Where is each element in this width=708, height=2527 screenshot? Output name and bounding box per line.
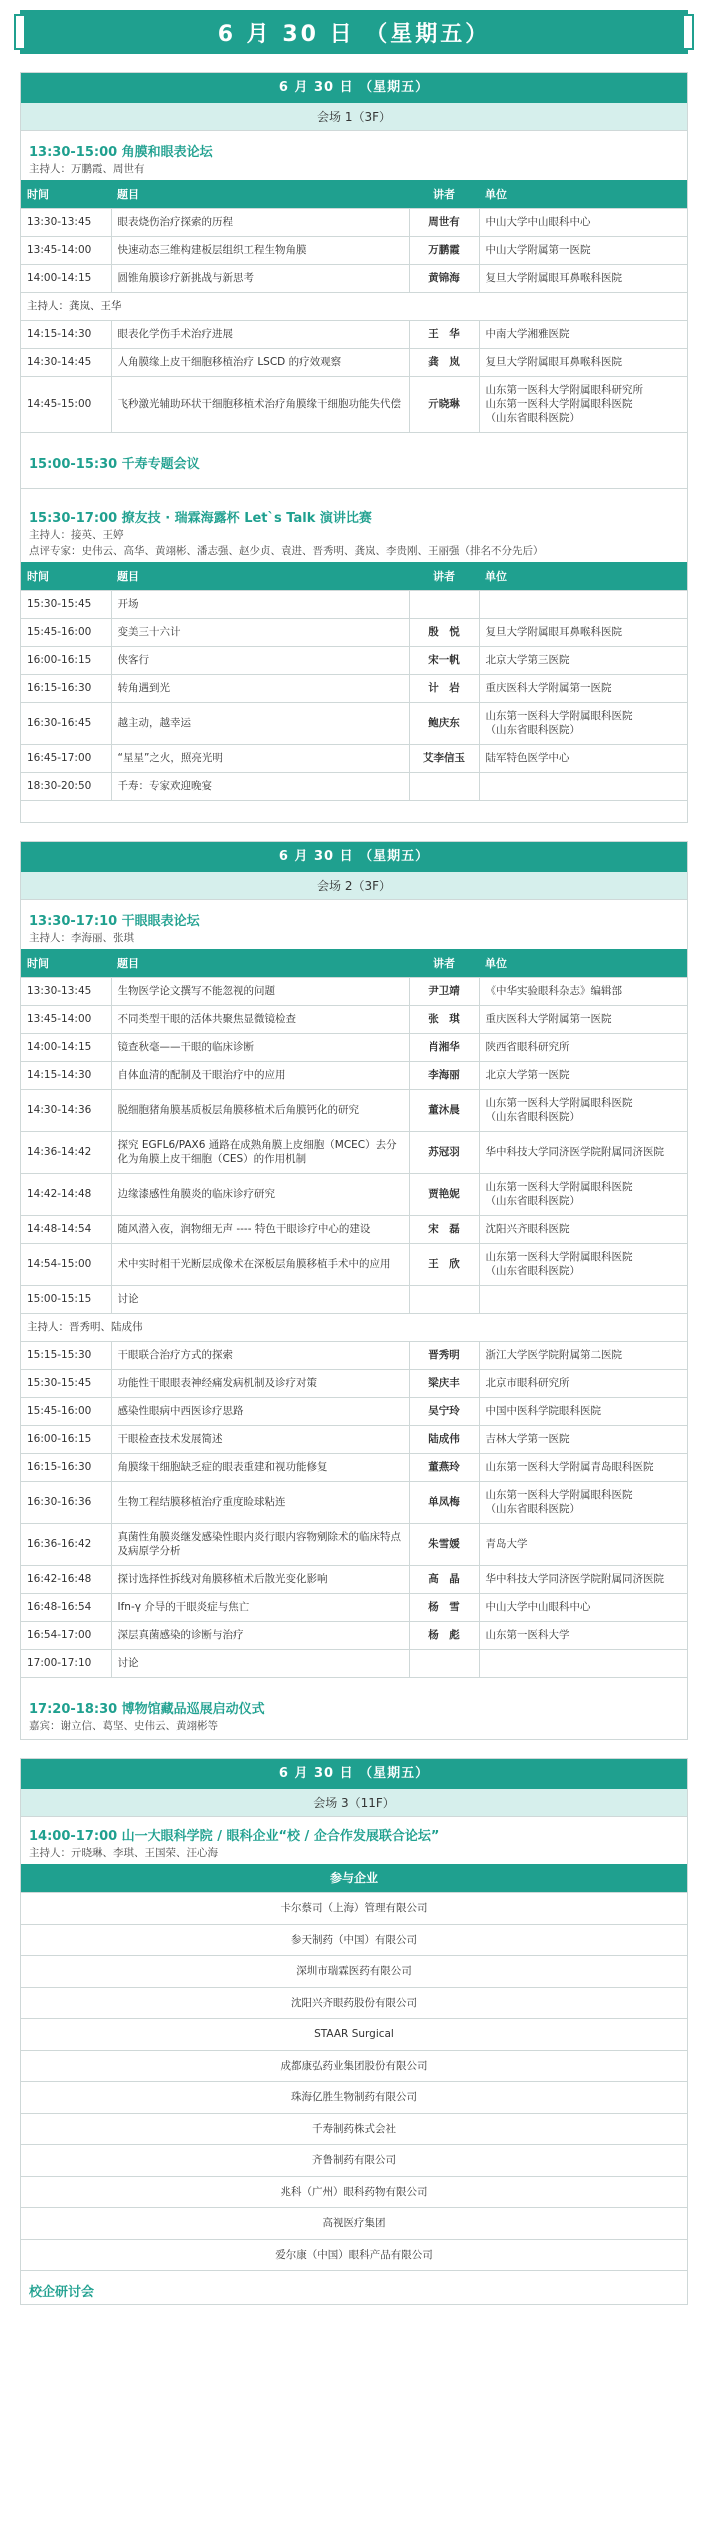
speaker-cell <box>409 1649 479 1677</box>
host-cell: 主持人：晋秀明、陆成伟 <box>21 1313 687 1341</box>
topic-cell: 真菌性角膜炎继发感染性眼内炎行眼内容物剜除术的临床特点及病原学分析 <box>111 1523 409 1565</box>
speaker-cell: 董沐晨 <box>409 1089 479 1131</box>
company-item: 千寿制药株式会社 <box>21 2113 687 2145</box>
col-topic: 题目 <box>111 562 409 590</box>
time-cell: 13:30-13:45 <box>21 208 111 236</box>
speaker-cell: 贾艳妮 <box>409 1173 479 1215</box>
topic-cell: 眼表烧伤治疗探索的历程 <box>111 208 409 236</box>
company-item: 高视医疗集团 <box>21 2207 687 2239</box>
table-row <box>21 1481 687 1523</box>
companies-header: 参与企业 <box>21 1864 687 1892</box>
col-speaker: 讲者 <box>409 562 479 590</box>
topic-cell: 越主动，越幸运 <box>111 702 409 744</box>
company-item: STAAR Surgical <box>21 2018 687 2050</box>
time-cell: 15:45-16:00 <box>21 1397 111 1425</box>
topic-cell: 生物医学论文撰写不能忽视的问题 <box>111 977 409 1005</box>
forum-block <box>21 432 687 488</box>
time-cell: 15:00-15:15 <box>21 1285 111 1313</box>
table-row <box>21 772 687 800</box>
unit-cell <box>479 772 687 800</box>
speaker-cell: 陆成伟 <box>409 1425 479 1453</box>
time-cell: 16:54-17:00 <box>21 1621 111 1649</box>
speaker-cell: 吴宁玲 <box>409 1397 479 1425</box>
unit-cell: 复旦大学附属眼耳鼻喉科医院 <box>479 348 687 376</box>
topic-cell: 边缘漆感性角膜炎的临床诊疗研究 <box>111 1173 409 1215</box>
topic-cell: 变美三十六计 <box>111 618 409 646</box>
schedule-table <box>21 180 687 432</box>
topic-cell: 人角膜缘上皮干细胞移植治疗 LSCD 的疗效观察 <box>111 348 409 376</box>
time-cell: 15:30-15:45 <box>21 590 111 618</box>
forum-reviewers: 点评专家：史伟云、高华、黄翊彬、潘志强、赵少贞、袁进、晋秀明、龚岚、李贵刚、王丽强（排名不分先后） <box>29 545 544 557</box>
table-row <box>21 590 687 618</box>
speaker-cell: 王 欣 <box>409 1243 479 1285</box>
time-cell: 13:45-14:00 <box>21 1005 111 1033</box>
topic-cell: 探讨选择性拆线对角膜移植术后散光变化影响 <box>111 1565 409 1593</box>
speaker-cell: 万鹏霞 <box>409 236 479 264</box>
schedule-table <box>21 562 687 800</box>
speaker-cell: 李海丽 <box>409 1061 479 1089</box>
forum-title: 15:00-15:30 千寿专题会议 <box>29 457 200 472</box>
time-cell: 16:48-16:54 <box>21 1593 111 1621</box>
col-speaker: 讲者 <box>409 180 479 208</box>
unit-cell: 山东第一医科大学附属眼科医院 （山东省眼科医院） <box>479 1481 687 1523</box>
col-unit: 单位 <box>479 180 687 208</box>
table-row <box>21 618 687 646</box>
time-cell: 15:45-16:00 <box>21 618 111 646</box>
speaker-cell: 董燕玲 <box>409 1453 479 1481</box>
table-row <box>21 674 687 702</box>
topic-cell: 生物工程结膜移植治疗重度睑球粘连 <box>111 1481 409 1523</box>
speaker-cell: 梁庆丰 <box>409 1369 479 1397</box>
table-row <box>21 977 687 1005</box>
unit-cell: 《中华实验眼科杂志》编辑部 <box>479 977 687 1005</box>
speaker-cell: 单凤梅 <box>409 1481 479 1523</box>
table-row <box>21 1089 687 1131</box>
unit-cell: 山东第一医科大学 <box>479 1621 687 1649</box>
company-item: 沈阳兴齐眼药股份有限公司 <box>21 1987 687 2019</box>
table-row <box>21 348 687 376</box>
unit-cell: 华中科技大学同济医学院附属同济医院 <box>479 1565 687 1593</box>
topic-cell: 感染性眼病中西医诊疗思路 <box>111 1397 409 1425</box>
forum-hosts: 主持人：万鹏霞、周世有 <box>29 163 145 175</box>
unit-cell: 陕西省眼科研究所 <box>479 1033 687 1061</box>
unit-cell: 山东第一医科大学附属眼科医院 （山东省眼科医院） <box>479 1173 687 1215</box>
venue-2-section <box>20 841 688 1740</box>
topic-cell: 脱细胞猪角膜基质板层角膜移植术后角膜钙化的研究 <box>111 1089 409 1131</box>
schedule-table <box>21 949 687 1677</box>
unit-cell: 北京大学第三医院 <box>479 646 687 674</box>
topic-cell: 飞秒激光辅助环状干细胞移植术治疗角膜缘干细胞功能失代偿 <box>111 376 409 432</box>
forum-guests: 嘉宾：谢立信、葛坚、史伟云、黄翊彬等 <box>29 1720 218 1732</box>
topic-cell: 自体血清的配制及干眼治疗中的应用 <box>111 1061 409 1089</box>
time-cell: 16:45-17:00 <box>21 744 111 772</box>
table-row <box>21 1061 687 1089</box>
time-cell: 16:15-16:30 <box>21 674 111 702</box>
topic-cell: 干眼联合治疗方式的探索 <box>111 1341 409 1369</box>
topic-cell: 深层真菌感染的诊断与治疗 <box>111 1621 409 1649</box>
unit-cell: 中山大学附属第一医院 <box>479 236 687 264</box>
company-item: 卡尔蔡司（上海）管理有限公司 <box>21 1892 687 1924</box>
table-header-row <box>21 562 687 590</box>
venue-1-section <box>20 72 688 823</box>
table-row <box>21 320 687 348</box>
table-row <box>21 1005 687 1033</box>
topic-cell: 快速动态三维构建板层组织工程生物角膜 <box>111 236 409 264</box>
table-row <box>21 376 687 432</box>
topic-cell: 开场 <box>111 590 409 618</box>
speaker-cell: 宋 磊 <box>409 1215 479 1243</box>
table-row <box>21 744 687 772</box>
unit-cell: 华中科技大学同济医学院附属同济医院 <box>479 1131 687 1173</box>
time-cell: 17:00-17:10 <box>21 1649 111 1677</box>
time-cell: 16:00-16:15 <box>21 1425 111 1453</box>
forum-block <box>21 488 687 562</box>
speaker-cell: 艾李信玉 <box>409 744 479 772</box>
forum-hosts: 主持人：接英、王婷 <box>29 529 124 541</box>
col-unit: 单位 <box>479 562 687 590</box>
topic-cell: “星星”之火，照亮光明 <box>111 744 409 772</box>
unit-cell: 中国中医科学院眼科医院 <box>479 1397 687 1425</box>
time-cell: 14:15-14:30 <box>21 320 111 348</box>
speaker-cell: 杨 雪 <box>409 1593 479 1621</box>
table-row <box>21 1369 687 1397</box>
col-time: 时间 <box>21 180 111 208</box>
table-row <box>21 1215 687 1243</box>
table-row <box>21 1285 687 1313</box>
time-cell: 14:54-15:00 <box>21 1243 111 1285</box>
section-venue: 会场 3（11F） <box>21 1789 687 1817</box>
unit-cell: 山东第一医科大学附属眼科医院 （山东省眼科医院） <box>479 1243 687 1285</box>
table-row <box>21 1173 687 1215</box>
forum-title: 14:00-17:00 山一大眼科学院 / 眼科企业“校 / 企合作发展联合论坛” <box>29 1829 440 1844</box>
unit-cell: 复旦大学附属眼耳鼻喉科医院 <box>479 618 687 646</box>
unit-cell <box>479 1285 687 1313</box>
table-row <box>21 1033 687 1061</box>
company-item: 齐鲁制药有限公司 <box>21 2144 687 2176</box>
time-cell: 14:15-14:30 <box>21 1061 111 1089</box>
col-speaker: 讲者 <box>409 949 479 977</box>
section-date: 6 月 30 日 （星期五） <box>21 1759 687 1789</box>
topic-cell: 随风潜入夜，润物细无声 ---- 特色干眼诊疗中心的建设 <box>111 1215 409 1243</box>
topic-cell: Ifn-γ 介导的干眼炎症与焦亡 <box>111 1593 409 1621</box>
speaker-cell: 杨 彪 <box>409 1621 479 1649</box>
topic-cell: 讨论 <box>111 1285 409 1313</box>
speaker-cell: 鲍庆东 <box>409 702 479 744</box>
time-cell: 13:45-14:00 <box>21 236 111 264</box>
col-unit: 单位 <box>479 949 687 977</box>
company-item: 爱尔康（中国）眼科产品有限公司 <box>21 2239 687 2271</box>
venue-3-section <box>20 1758 688 2305</box>
speaker-cell: 肖湘华 <box>409 1033 479 1061</box>
edu-header: 校企研讨会 <box>21 2270 687 2304</box>
banner-right-ear <box>684 14 694 50</box>
unit-cell: 吉林大学第一医院 <box>479 1425 687 1453</box>
time-cell: 14:45-15:00 <box>21 376 111 432</box>
section-venue: 会场 1（3F） <box>21 103 687 131</box>
company-item: 参天制药（中国）有限公司 <box>21 1924 687 1956</box>
banner-left-ear <box>14 14 24 50</box>
time-cell: 16:15-16:30 <box>21 1453 111 1481</box>
col-topic: 题目 <box>111 949 409 977</box>
section-spacer <box>21 800 687 822</box>
host-row <box>21 292 687 320</box>
host-row <box>21 1313 687 1341</box>
section-date: 6 月 30 日 （星期五） <box>21 73 687 103</box>
topic-cell: 镜查秋毫——干眼的临床诊断 <box>111 1033 409 1061</box>
time-cell: 14:42-14:48 <box>21 1173 111 1215</box>
time-cell: 16:36-16:42 <box>21 1523 111 1565</box>
company-item: 珠海亿胜生物制药有限公司 <box>21 2081 687 2113</box>
forum-block <box>21 1677 687 1739</box>
table-row <box>21 236 687 264</box>
forum-title: 17:20-18:30 博物馆藏品巡展启动仪式 <box>29 1702 265 1717</box>
unit-cell: 山东第一医科大学附属眼科医院 （山东省眼科医院） <box>479 702 687 744</box>
time-cell: 16:00-16:15 <box>21 646 111 674</box>
companies-list <box>21 1892 687 2270</box>
company-item: 深圳市瑞霖医药有限公司 <box>21 1955 687 1987</box>
unit-cell: 浙江大学医学院附属第二医院 <box>479 1341 687 1369</box>
section-date: 6 月 30 日 （星期五） <box>21 842 687 872</box>
table-row <box>21 1131 687 1173</box>
table-row <box>21 1397 687 1425</box>
table-row <box>21 1649 687 1677</box>
time-cell: 14:30-14:36 <box>21 1089 111 1131</box>
forum-hosts: 主持人：亓晓琳、李琪、王国荣、汪心海 <box>29 1847 218 1859</box>
section-venue: 会场 2（3F） <box>21 872 687 900</box>
speaker-cell: 宋一帆 <box>409 646 479 674</box>
table-header-row <box>21 949 687 977</box>
unit-cell: 中南大学湘雅医院 <box>479 320 687 348</box>
speaker-cell: 王 华 <box>409 320 479 348</box>
speaker-cell <box>409 1285 479 1313</box>
unit-cell: 中山大学中山眼科中心 <box>479 1593 687 1621</box>
topic-cell: 探究 EGFL6/PAX6 通路在成熟角膜上皮细胞（MCEC）去分化为角膜上皮干细胞（CES）的作用机制 <box>111 1131 409 1173</box>
topic-cell: 功能性干眼眼表神经痛发病机制及诊疗对策 <box>111 1369 409 1397</box>
company-item: 成都康弘药业集团股份有限公司 <box>21 2050 687 2082</box>
unit-cell <box>479 590 687 618</box>
unit-cell: 中山大学中山眼科中心 <box>479 208 687 236</box>
table-row <box>21 208 687 236</box>
speaker-cell: 殷 悦 <box>409 618 479 646</box>
table-row <box>21 1453 687 1481</box>
unit-cell: 北京市眼科研究所 <box>479 1369 687 1397</box>
unit-cell: 山东第一医科大学附属青岛眼科医院 <box>479 1453 687 1481</box>
unit-cell: 重庆医科大学附属第一医院 <box>479 1005 687 1033</box>
speaker-cell: 龚 岚 <box>409 348 479 376</box>
table-row <box>21 1425 687 1453</box>
time-cell: 16:30-16:45 <box>21 702 111 744</box>
date-banner <box>20 10 688 54</box>
table-header-row <box>21 180 687 208</box>
unit-cell: 复旦大学附属眼耳鼻喉科医院 <box>479 264 687 292</box>
speaker-cell: 高 晶 <box>409 1565 479 1593</box>
table-row <box>21 1621 687 1649</box>
forum-title: 15:30-17:00 撩友技 · 瑞霖海露杯 Let`s Talk 演讲比赛 <box>29 511 372 526</box>
table-row <box>21 1565 687 1593</box>
topic-cell: 不同类型干眼的活体共聚焦显微镜检查 <box>111 1005 409 1033</box>
col-time: 时间 <box>21 949 111 977</box>
speaker-cell: 苏冠羽 <box>409 1131 479 1173</box>
time-cell: 13:30-13:45 <box>21 977 111 1005</box>
topic-cell: 讨论 <box>111 1649 409 1677</box>
time-cell: 14:36-14:42 <box>21 1131 111 1173</box>
forum-title: 13:30-17:10 干眼眼表论坛 <box>29 914 200 929</box>
unit-cell: 山东第一医科大学附属眼科医院 （山东省眼科医院） <box>479 1089 687 1131</box>
speaker-cell: 计 岩 <box>409 674 479 702</box>
topic-cell: 转角遇到光 <box>111 674 409 702</box>
topic-cell: 术中实时相干光断层成像术在深板层角膜移植手术中的应用 <box>111 1243 409 1285</box>
forum-title: 13:30-15:00 角膜和眼表论坛 <box>29 145 213 160</box>
time-cell: 14:00-14:15 <box>21 264 111 292</box>
table-row <box>21 264 687 292</box>
unit-cell: 重庆医科大学附属第一医院 <box>479 674 687 702</box>
unit-cell: 陆军特色医学中心 <box>479 744 687 772</box>
table-row <box>21 1243 687 1285</box>
speaker-cell: 朱雪媛 <box>409 1523 479 1565</box>
col-time: 时间 <box>21 562 111 590</box>
topic-cell: 千寿：专家欢迎晚宴 <box>111 772 409 800</box>
time-cell: 16:42-16:48 <box>21 1565 111 1593</box>
topic-cell: 侠客行 <box>111 646 409 674</box>
unit-cell: 青岛大学 <box>479 1523 687 1565</box>
topic-cell: 角膜缘干细胞缺乏症的眼表重建和视功能修复 <box>111 1453 409 1481</box>
time-cell: 15:30-15:45 <box>21 1369 111 1397</box>
host-cell: 主持人：龚岚、王华 <box>21 292 687 320</box>
time-cell: 14:00-14:15 <box>21 1033 111 1061</box>
speaker-cell: 亓晓琳 <box>409 376 479 432</box>
topic-cell: 眼表化学伤手术治疗进展 <box>111 320 409 348</box>
speaker-cell: 尹卫靖 <box>409 977 479 1005</box>
table-row <box>21 646 687 674</box>
topic-cell: 干眼检查技术发展简述 <box>111 1425 409 1453</box>
table-row <box>21 1341 687 1369</box>
time-cell: 16:30-16:36 <box>21 1481 111 1523</box>
topic-cell: 圆锥角膜诊疗新挑战与新思考 <box>111 264 409 292</box>
speaker-cell <box>409 772 479 800</box>
unit-cell: 北京大学第一医院 <box>479 1061 687 1089</box>
time-cell: 14:48-14:54 <box>21 1215 111 1243</box>
unit-cell <box>479 1649 687 1677</box>
time-cell: 18:30-20:50 <box>21 772 111 800</box>
speaker-cell: 周世有 <box>409 208 479 236</box>
speaker-cell: 晋秀明 <box>409 1341 479 1369</box>
speaker-cell <box>409 590 479 618</box>
time-cell: 15:15-15:30 <box>21 1341 111 1369</box>
time-cell: 14:30-14:45 <box>21 348 111 376</box>
unit-cell: 山东第一医科大学附属眼科研究所 山东第一医科大学附属眼科医院 （山东省眼科医院） <box>479 376 687 432</box>
col-topic: 题目 <box>111 180 409 208</box>
company-item: 兆科（广州）眼科药物有限公司 <box>21 2176 687 2208</box>
speaker-cell: 张 琪 <box>409 1005 479 1033</box>
speaker-cell: 黄锦海 <box>409 264 479 292</box>
table-row <box>21 1523 687 1565</box>
forum-hosts: 主持人：李海丽、张琪 <box>29 932 134 944</box>
unit-cell: 沈阳兴齐眼科医院 <box>479 1215 687 1243</box>
table-row <box>21 702 687 744</box>
table-row <box>21 1593 687 1621</box>
page-title: 6 月 30 日 （星期五） <box>217 21 491 47</box>
